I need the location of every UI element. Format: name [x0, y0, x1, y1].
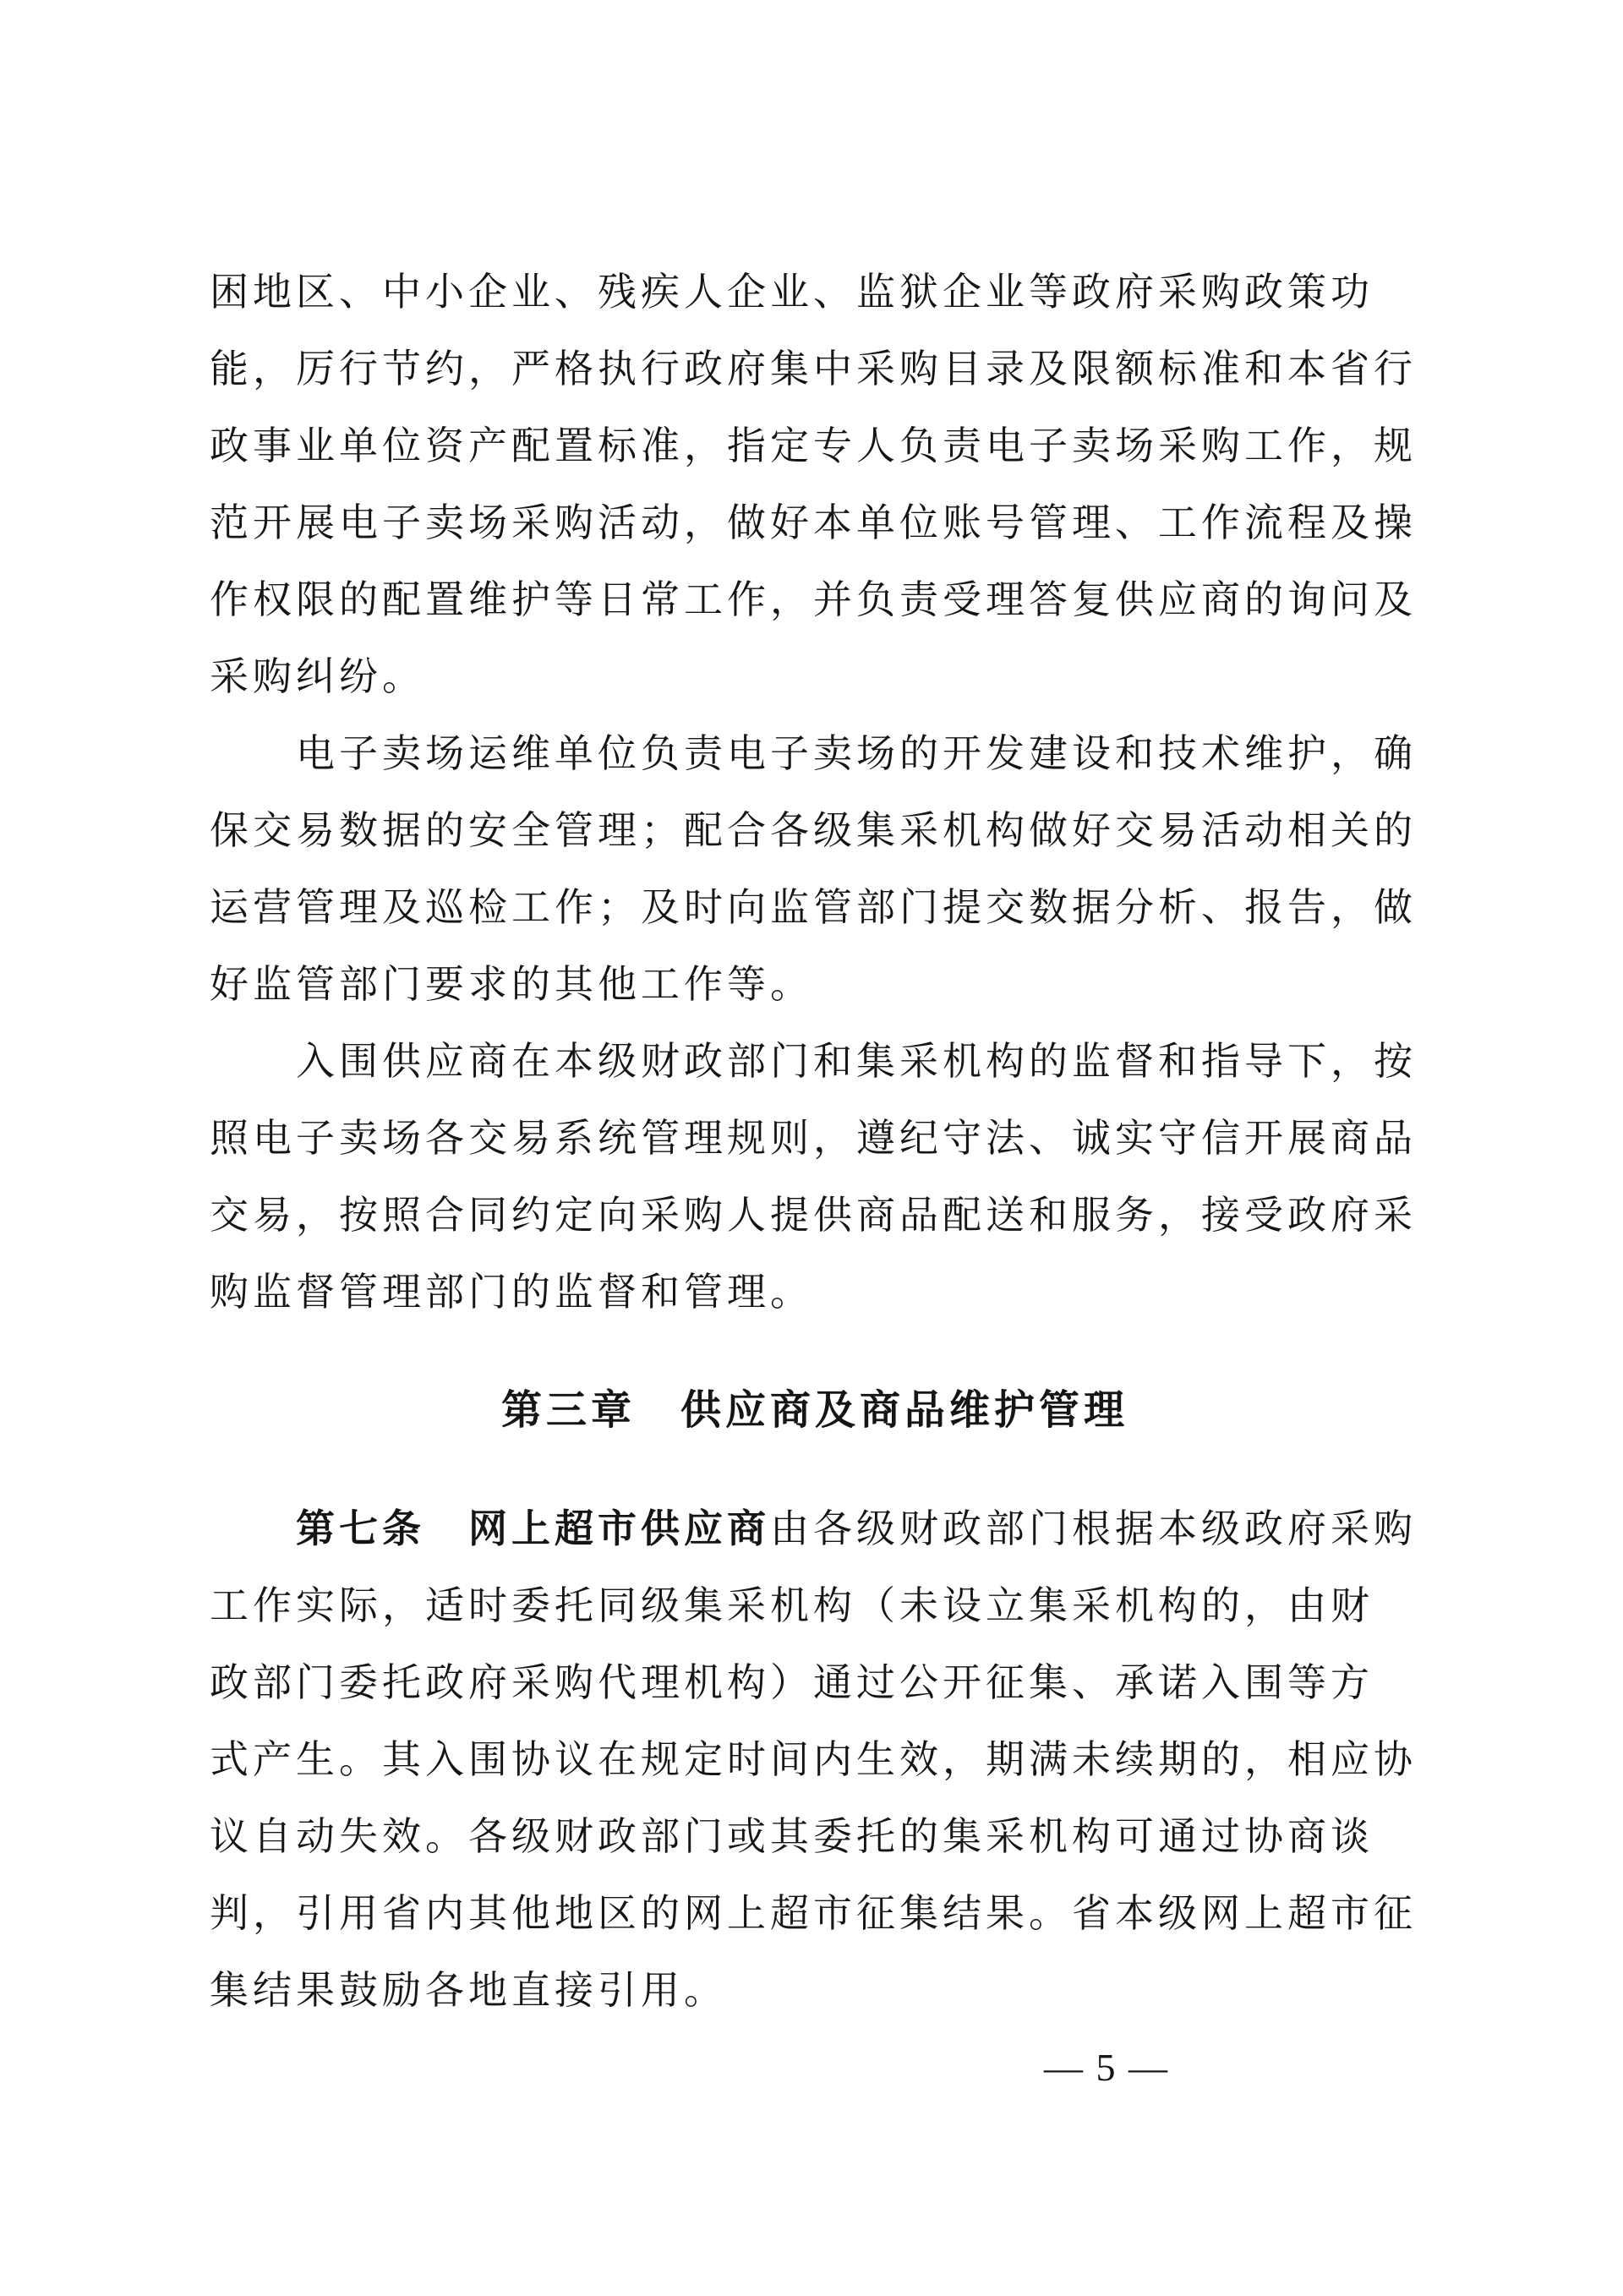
text-line: 交易，按照合同约定向采购人提供商品配送和服务，接受政府采: [210, 1194, 1417, 1237]
text-line: 电子卖场运维单位负责电子卖场的开发建设和技术维护，确: [296, 732, 1417, 775]
text-line: 议自动失效。各级财政部门或其委托的集采机构可通过协商谈: [210, 1815, 1374, 1858]
text-line: 困地区、中小企业、残疾人企业、监狱企业等政府采购政策功: [210, 271, 1374, 314]
page-number: — 5 —: [1044, 2046, 1169, 2089]
text-line: 照电子卖场各交易系统管理规则，遵纪守法、诚实守信开展商品: [210, 1117, 1417, 1160]
text-line: 政部门委托政府采购代理机构）通过公开征集、承诺入围等方: [210, 1661, 1374, 1704]
paragraph-3: [210, 1023, 1420, 1331]
text-run: 由各级财政部门根据本级政府采购: [770, 1507, 1417, 1550]
text-line: 好监管部门要求的其他工作等。: [210, 963, 813, 1006]
text-line: 政事业单位资产配置标准，指定专人负责电子卖场采购工作，规: [210, 424, 1417, 467]
text-line: 运营管理及巡检工作；及时向监管部门提交数据分析、报告，做: [210, 886, 1417, 929]
text-line: 采购纠纷。: [210, 655, 425, 698]
paragraph-4: [210, 1490, 1420, 2029]
text-line: 入围供应商在本级财政部门和集采机构的监督和指导下，按: [296, 1040, 1417, 1083]
text-line: 范开展电子卖场采购活动，做好本单位账号管理、工作流程及操: [210, 501, 1417, 544]
text-line: 购监督管理部门的监督和管理。: [210, 1271, 813, 1314]
paragraph-1: [210, 254, 1420, 715]
text-line: 能，厉行节约，严格执行政府集中采购目录及限额标准和本省行: [210, 347, 1417, 391]
text-line: 工作实际，适时委托同级集采机构（未设立集采机构的，由财: [210, 1584, 1374, 1627]
text-line: 集结果鼓励各地直接引用。: [210, 1969, 727, 2012]
text-line: [210, 1490, 1420, 1567]
article-number: 第七条 网上超市供应商: [296, 1507, 770, 1550]
text-line: 式产生。其入围协议在规定时间内生效，期满未续期的，相应协: [210, 1738, 1417, 1781]
text-line: 作权限的配置维护等日常工作，并负责受理答复供应商的询问及: [210, 578, 1417, 621]
paragraph-2: [210, 715, 1420, 1023]
chapter-heading: 第三章 供应商及商品维护管理: [500, 1388, 1128, 1433]
text-line: 保交易数据的安全管理；配合各级集采机构做好交易活动相关的: [210, 809, 1417, 852]
text-line: 判，引用省内其他地区的网上超市征集结果。省本级网上超市征: [210, 1892, 1417, 1935]
